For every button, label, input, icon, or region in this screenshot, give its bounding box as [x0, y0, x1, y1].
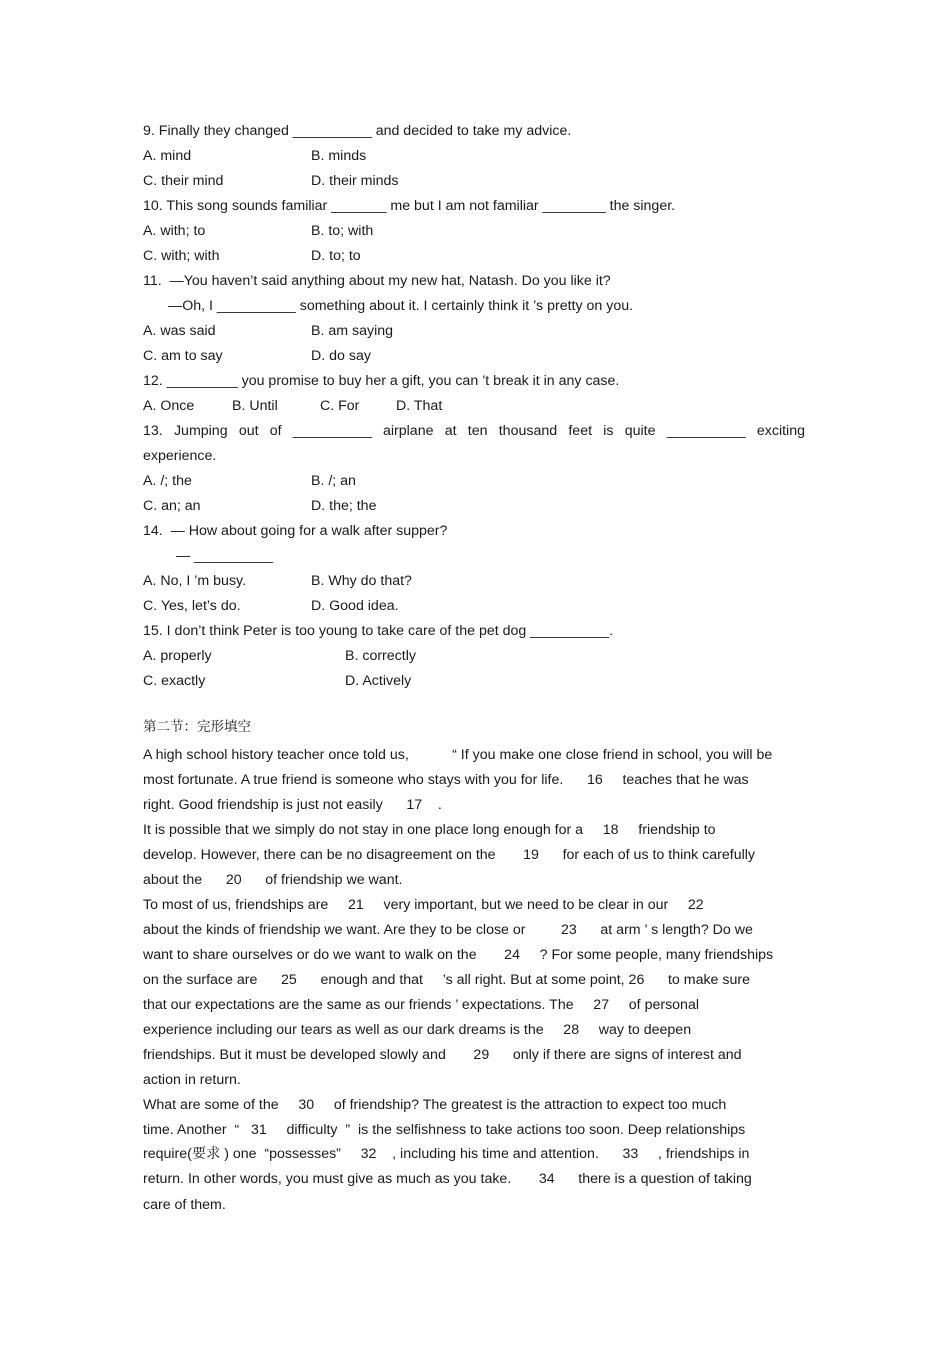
- passage-line: What are some of the 30 of friendship? The greatest is the attraction to expect too much: [143, 1097, 727, 1113]
- passage-line: action in return.: [143, 1072, 241, 1088]
- option-b: B. to; with: [311, 223, 374, 239]
- option-a: A. No, I ’m busy.: [143, 573, 247, 589]
- question-9-stem: 9. Finally they changed __________ and decided to take my advice.: [143, 123, 572, 139]
- option-b: B. Until: [232, 398, 278, 414]
- option-b: B. minds: [311, 148, 367, 164]
- passage-line: on the surface are 25 enough and that ’s all right. But at some point, 26 to make sure: [143, 972, 750, 988]
- question-13-continuation: experience.: [143, 448, 217, 464]
- option-a: A. with; to: [143, 223, 206, 239]
- passage-line: A high school history teacher once told us, “ If you make one close friend in school, you will be: [143, 747, 773, 763]
- option-d: D. the; the: [311, 498, 377, 514]
- option-c: C. an; an: [143, 498, 201, 514]
- option-c: C. their mind: [143, 173, 224, 189]
- option-d: D. to; to: [311, 248, 361, 264]
- section-heading: 第二节：完形填空: [143, 719, 251, 735]
- option-d: D. their minds: [311, 173, 399, 189]
- option-a: A. Once: [143, 398, 195, 414]
- option-b: B. correctly: [345, 648, 416, 664]
- option-c: C. am to say: [143, 348, 223, 364]
- option-d: D. do say: [311, 348, 371, 364]
- passage-line: require(要求 ) one “possesses” 32 , including his time and attention. 33 , friendships in: [143, 1146, 750, 1162]
- option-b: B. Why do that?: [311, 573, 412, 589]
- option-a: A. /; the: [143, 473, 192, 489]
- question-12-stem: 12. _________ you promise to buy her a gift, you can ’t break it in any case.: [143, 373, 620, 389]
- question-11-reply: —Oh, I __________ something about it. I certainly think it ’s pretty on you.: [168, 298, 634, 314]
- passage-line: want to share ourselves or do we want to walk on the 24 ? For some people, many friendships: [143, 947, 774, 963]
- passage-line: It is possible that we simply do not stay in one place long enough for a 18 friendship to: [143, 822, 716, 838]
- option-d: D. That: [396, 398, 443, 414]
- option-a: A. mind: [143, 148, 192, 164]
- option-c: C. with; with: [143, 248, 220, 264]
- option-c: C. exactly: [143, 673, 206, 689]
- passage-line: return. In other words, you must give as much as you take. 34 there is a question of taking: [143, 1171, 752, 1187]
- option-d: D. Actively: [345, 673, 412, 689]
- option-a: A. properly: [143, 648, 212, 664]
- option-b: B. am saying: [311, 323, 394, 339]
- question-14-stem: 14. — How about going for a walk after supper?: [143, 523, 448, 539]
- question-11-stem: 11. —You haven’t said anything about my new hat, Natash. Do you like it?: [143, 273, 611, 289]
- question-13-stem: 13. Jumping out of __________ airplane at ten thousand feet is quite __________ exciting: [143, 423, 805, 439]
- question-14-reply: — __________: [176, 548, 274, 564]
- passage-line: most fortunate. A true friend is someone who stays with you for life. 16 teaches that he was: [143, 772, 749, 788]
- option-d: D. Good idea.: [311, 598, 399, 614]
- question-10-stem: 10. This song sounds familiar _______ me but I am not familiar ________ the singer.: [143, 198, 676, 214]
- question-15-stem: 15. I don’t think Peter is too young to take care of the pet dog __________.: [143, 623, 614, 639]
- passage-line: about the 20 of friendship we want.: [143, 872, 403, 888]
- passage-line: friendships. But it must be developed slowly and 29 only if there are signs of interest and: [143, 1047, 742, 1063]
- passage-line: experience including our tears as well as our dark dreams is the 28 way to deepen: [143, 1022, 692, 1038]
- option-a: A. was said: [143, 323, 216, 339]
- passage-line: right. Good friendship is just not easily 17 .: [143, 797, 442, 813]
- passage-line: about the kinds of friendship we want. Are they to be close or 23 at arm ’ s length? Do we: [143, 922, 753, 938]
- passage-line: care of them.: [143, 1197, 226, 1213]
- option-b: B. /; an: [311, 473, 356, 489]
- passage-line: time. Another “ 31 difficulty ” is the selfishness to take actions too soon. Deep relationships: [143, 1122, 746, 1138]
- passage-line: develop. However, there can be no disagreement on the 19 for each of us to think carefully: [143, 847, 755, 863]
- option-c: C. For: [320, 398, 360, 414]
- option-c: C. Yes, let’s do.: [143, 598, 241, 614]
- passage-line: that our expectations are the same as our friends ’ expectations. The 27 of personal: [143, 997, 699, 1013]
- passage-line: To most of us, friendships are 21 very important, but we need to be clear in our 22: [143, 897, 704, 913]
